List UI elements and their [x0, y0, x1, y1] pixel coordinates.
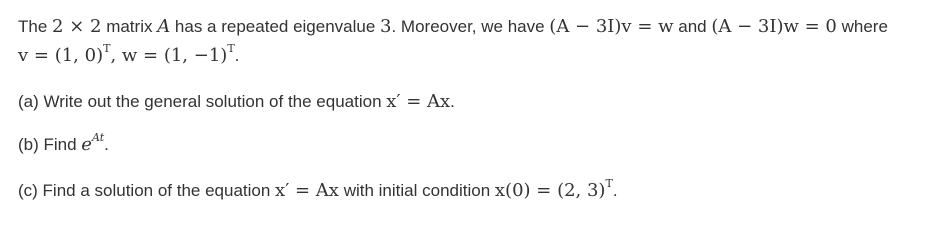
part-c-label: (c) Find a solution of the equation	[18, 181, 276, 200]
equation-w: (A − 3I)w = 0	[711, 16, 837, 37]
matrix-exponential: $e^{At}$	[81, 131, 105, 155]
part-b-label: (b) Find	[18, 135, 82, 154]
intro-text: has a repeated eigenvalue	[170, 17, 381, 36]
vectors-line	[18, 42, 240, 67]
intro-text: where	[836, 17, 888, 36]
period: .	[234, 46, 240, 65]
matrix-symbol: A	[157, 16, 171, 37]
intro-text: matrix	[101, 17, 158, 36]
part-a	[18, 91, 455, 113]
eigenvalue: 3	[380, 16, 392, 37]
part-c-middle: with initial condition	[338, 181, 495, 200]
part-b	[18, 131, 109, 156]
equation-v: (A − 3I)v = w	[549, 16, 674, 37]
part-c	[18, 177, 618, 202]
intro-text: The	[18, 17, 53, 36]
separator: ,	[110, 45, 122, 66]
intro-text: . Moreover, we have	[391, 17, 550, 36]
period: .	[104, 135, 109, 154]
intro-text: and	[673, 17, 712, 36]
vector-v: v = (1, 0)$^T$	[18, 42, 111, 66]
part-a-label: (a) Write out the general solution of the equation	[18, 92, 387, 111]
part-c-equation: x′ = Ax	[275, 180, 339, 201]
period: .	[612, 181, 618, 200]
part-a-equation: x′ = Ax	[386, 91, 451, 112]
initial-condition: x(0) = (2, 3)$^T$	[494, 177, 613, 201]
intro-line	[18, 16, 888, 38]
period: .	[450, 92, 455, 111]
matrix-size: 2 × 2	[52, 16, 102, 37]
vector-w: w = (1, −1)$^T$	[121, 42, 235, 66]
